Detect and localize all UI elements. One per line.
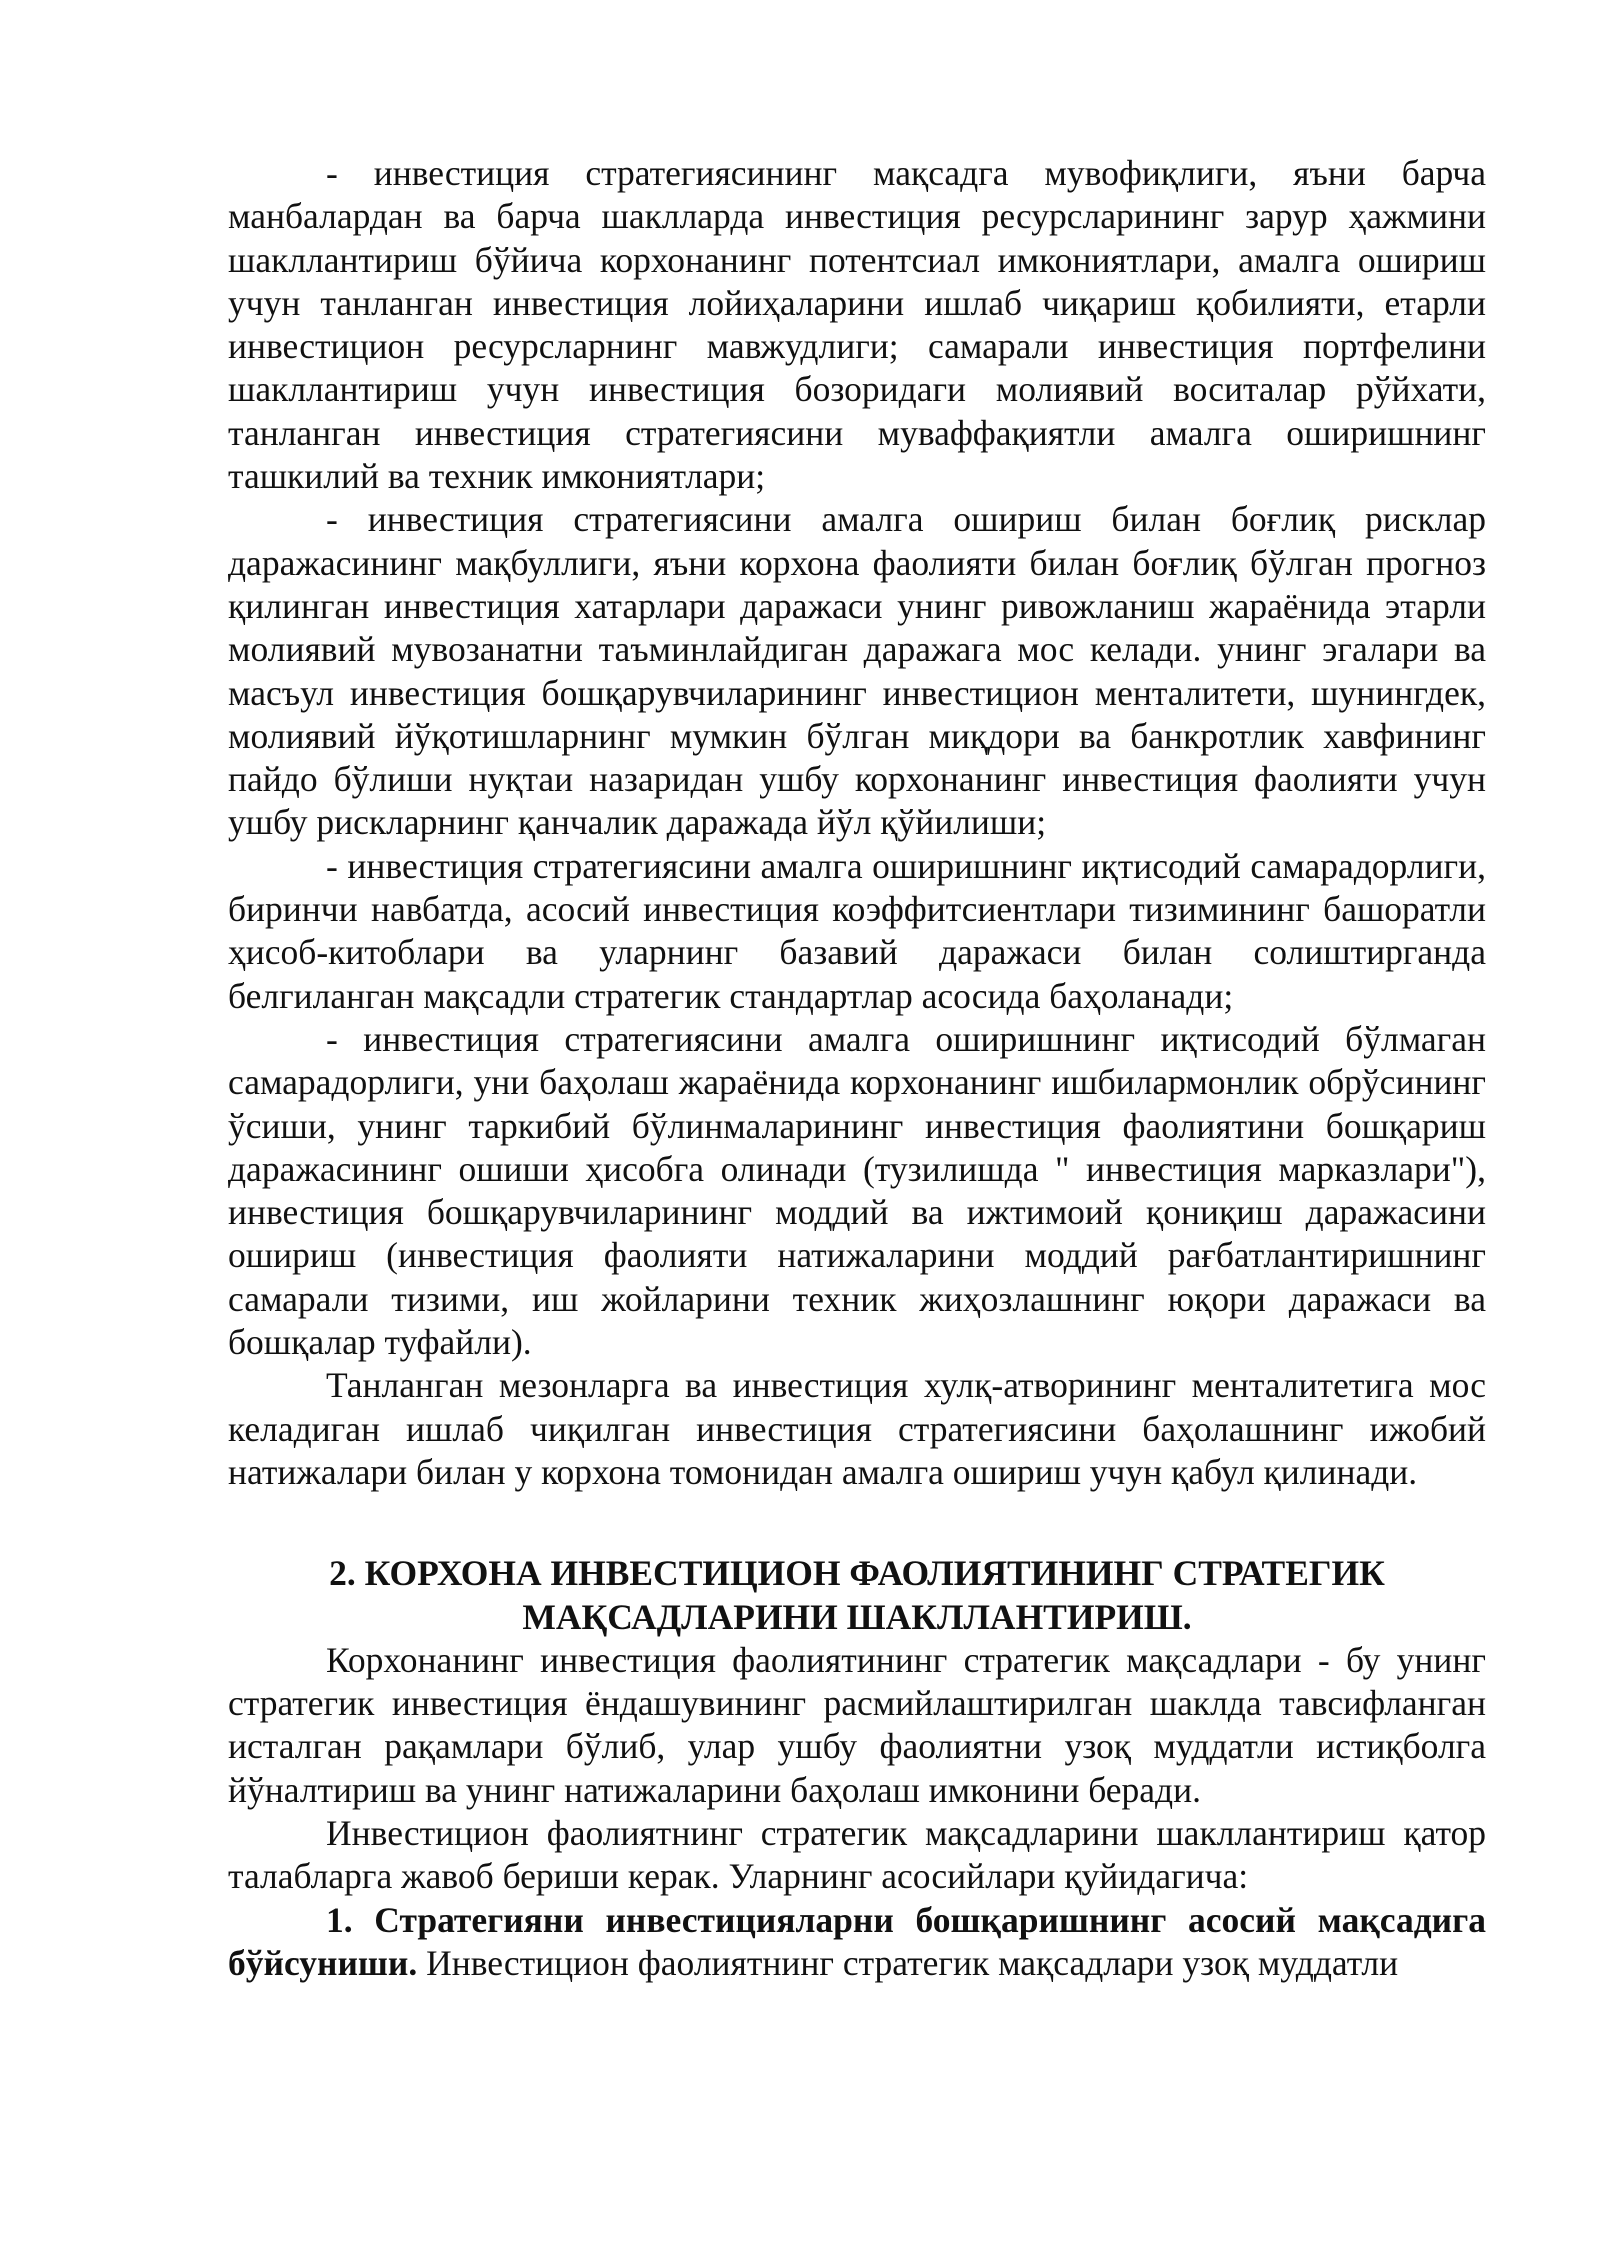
requirement-1-text: Инвестицион фаолиятнинг стратегик мақсадлари узоқ муддатли — [417, 1942, 1399, 1983]
section-heading: 2. КОРХОНА ИНВЕСТИЦИОН ФАОЛИЯТИНИНГ СТРАТЕГИК МАҚСАДЛАРИНИ ШАКЛЛАНТИРИШ. — [329, 1553, 1385, 1637]
paragraph-economic-efficiency: - инвестиция стратегиясини амалга оширишнинг иқтисодий самарадорлиги, биринчи навбатда, асосий инвестиция коэффитсиентлари тизимининг башоратли ҳисоб-китоблари ва уларнинг базавий даражаси билан солиштирганда белгиланган мақсадли стратегик стандартлар асосида баҳоланади; — [228, 845, 1486, 1016]
paragraph-strategic-goals-definition: Корхонанинг инвестиция фаолиятининг стратегик мақсадлари - бу унинг стратегик инвестиция ёндашувининг расмийлаштирилган шаклда тавсифланган исталган рақамлари бўлиб, улар ушбу фаолиятни узоқ муддатли истиқболга йўналтириш ва унинг натижаларини баҳолаш имконини беради. — [228, 1639, 1486, 1810]
paragraph-strategy-acceptance: Танланган мезонларга ва инвестиция хулқ-атворининг менталитетига мос келадиган ишлаб чиқилган инвестиция стратегиясини баҳолашнинг ижобий натижалари билан у корхона томонидан амалга ошириш учун қабул қилинади. — [228, 1365, 1486, 1492]
requirement-1-title: 1. Стратегияни инвестицияларни бошқаришнинг асосий мақсадига бўйсуниши. — [228, 1899, 1486, 1983]
paragraph-requirement-1 — [228, 1899, 1486, 1986]
paragraph-risk-acceptability: - инвестиция стратегиясини амалга ошириш билан боғлиқ рисклар даражасининг мақбуллиги, яъни корхона фаолияти билан боғлиқ бўлган прогноз қилинган инвестиция хатарлари даражаси унинг ривожланиш жараёнида этарли молиявий мувозанатни таъминлайдиган даражага мос келади. унинг эгалари ва масъул инвестиция бошқарувчиларининг инвестицион менталитети, шунингдек, молиявий йўқотишларнинг мумкин бўлган миқдори ва банкротлик хавфининг пайдо бўлиши нуқтаи назаридан ушбу корхонанинг инвестиция фаолияти учун ушбу рискларнинг қанчалик даражада йўл қўйилиши; — [228, 499, 1486, 843]
paragraph-requirements-intro: Инвестицион фаолиятнинг стратегик мақсадларини шакллантириш қатор талабларга жавоб бериши керак. Уларнинг асосийлари қуйидагича: — [228, 1812, 1486, 1897]
paragraph-non-economic-efficiency: - инвестиция стратегиясини амалга оширишнинг иқтисодий бўлмаган самарадорлиги, уни баҳолаш жараёнида корхонанинг ишбилармонлик обрўсининг ўсиши, унинг таркибий бўлинмаларининг инвестиция фаолиятини бошқариш даражасининг ошиши ҳисобга олинади (тузилишда " инвестиция марказлари"), инвестиция бошқарувчиларининг моддий ва ижтимоий қониқиш даражасини ошириш (инвестиция фаолияти натижаларини моддий рағбатлантиришнинг самарали тизими, иш жойларини техник жиҳозлашнинг юқори даражаси ва бошқалар туфайли). — [228, 1018, 1486, 1363]
paragraph-investment-strategy-expediency: - инвестиция стратегиясининг мақсадга мувофиқлиги, яъни барча манбалардан ва барча шаклларда инвестиция ресурсларининг зарур ҳажмини шакллантириш бўйича корхонанинг потентсиал имкониятлари, амалга ошириш учун танланган инвестиция лойиҳаларини ишлаб чиқариш қобилияти, етарли инвестицион ресурсларнинг мавжудлиги; самарали инвестиция портфелини шакллантириш учун инвестиция бозоридаги молиявий воситалар рўйхати, танланган инвестиция стратегиясини муваффақиятли амалга оширишнинг ташкилий ва техник имкониятлари; — [228, 153, 1486, 497]
document-page — [228, 152, 1486, 1985]
